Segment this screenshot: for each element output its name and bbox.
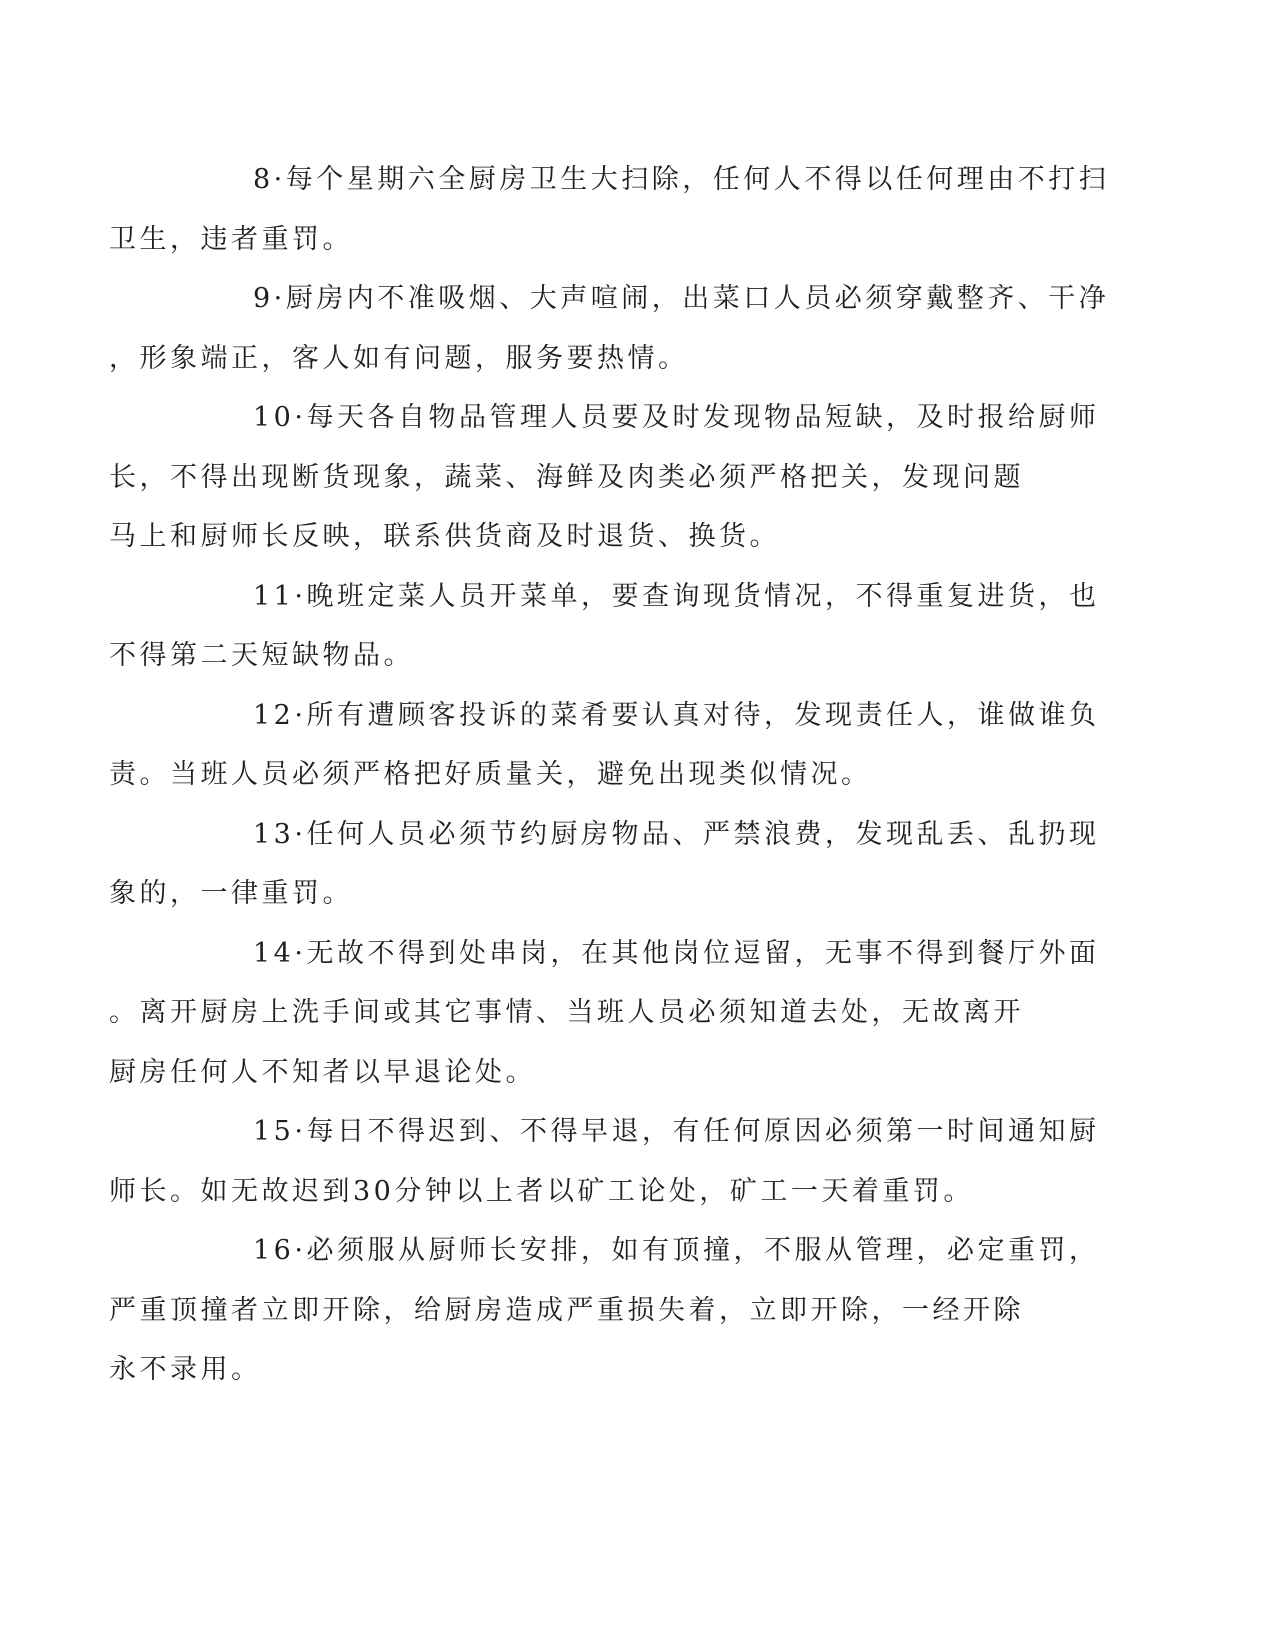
document-body [109, 150, 1110, 1400]
paragraph-11 [109, 567, 1100, 686]
text-line: 长，不得出现断货现象，蔬菜、海鲜及肉类必须严格把关，发现问题 [109, 461, 1024, 493]
text-line: 8·每个星期六全厨房卫生大扫除，任何人不得以任何理由不打扫 [253, 164, 1110, 195]
text-line: 马上和厨师长反映，联系供货商及时退货、换货。 [109, 521, 780, 552]
text-line: 16·必须服从厨师长安排，如有顶撞，不服从管理，必定重罚， [253, 1235, 1100, 1266]
text-line: 不得第二天短缺物品。 [109, 640, 414, 671]
text-line: 永不录用。 [109, 1354, 262, 1385]
paragraph-16 [109, 1221, 1100, 1400]
text-line: 13·任何人员必须节约厨房物品、严禁浪费，发现乱丢、乱扔现 [253, 818, 1100, 850]
text-line: 。离开厨房上洗手间或其它事情、当班人员必须知道去处，无故离开 [109, 997, 1024, 1028]
paragraph-13 [109, 805, 1100, 924]
text-line: 卫生，违者重罚。 [109, 223, 353, 255]
paragraph-12 [109, 686, 1100, 805]
paragraph-10 [109, 388, 1100, 567]
paragraph-15 [109, 1102, 1100, 1221]
text-line: 10·每天各自物品管理人员要及时发现物品短缺，及时报给厨师 [253, 402, 1100, 433]
paragraph-8 [109, 150, 1110, 269]
text-line: 15·每日不得迟到、不得早退，有任何原因必须第一时间通知厨 [253, 1116, 1100, 1147]
text-line: 师长。如无故迟到30分钟以上者以矿工论处，矿工一天着重罚。 [109, 1175, 974, 1207]
text-line: 11·晚班定菜人员开菜单，要查询现货情况，不得重复进货，也 [253, 580, 1100, 612]
paragraph-9 [109, 269, 1110, 388]
text-line: 厨房任何人不知者以早退论处。 [109, 1056, 536, 1088]
text-line: 14·无故不得到处串岗，在其他岗位逗留，无事不得到餐厅外面 [253, 937, 1100, 969]
paragraph-14 [109, 924, 1100, 1103]
text-line: ，形象端正，客人如有问题，服务要热情。 [109, 342, 689, 374]
text-line: 严重顶撞者立即开除，给厨房造成严重损失着，立即开除，一经开除 [109, 1294, 1024, 1326]
text-line: 9·厨房内不准吸烟、大声喧闹，出菜口人员必须穿戴整齐、干净 [253, 283, 1110, 314]
text-line: 12·所有遭顾客投诉的菜肴要认真对待，发现责任人，谁做谁负 [253, 699, 1100, 731]
text-line: 责。当班人员必须严格把好质量关，避免出现类似情况。 [109, 759, 872, 790]
text-line: 象的，一律重罚。 [109, 878, 353, 909]
